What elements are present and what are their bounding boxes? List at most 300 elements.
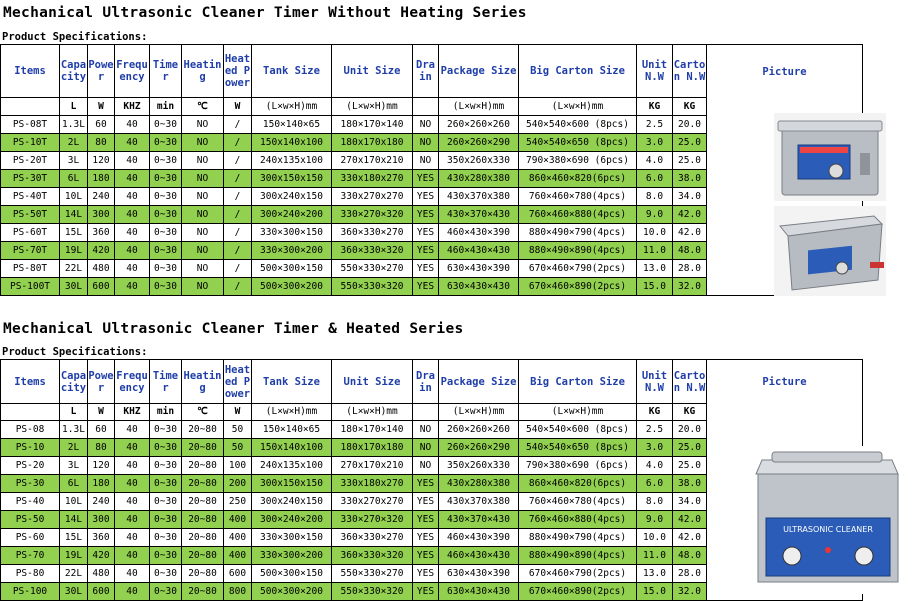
unit-timer: min (150, 98, 182, 116)
unit-unit-size: (L×w×H)mm (332, 98, 413, 116)
cell-heating: NO (182, 224, 224, 242)
cell-heated-power: 400 (224, 547, 252, 565)
unit-power: W (88, 404, 115, 421)
cell-heating: 20~80 (182, 511, 224, 529)
unit-frequency: KHZ (115, 404, 150, 421)
cell-tank-size: 330×300×150 (252, 529, 332, 547)
cell-timer: 0~30 (150, 529, 182, 547)
cell-frequency: 40 (115, 260, 150, 278)
cell-items: PS-30T (1, 170, 60, 188)
cell-carton-nw: 32.0 (673, 278, 707, 296)
cell-frequency: 40 (115, 242, 150, 260)
cell-package-size: 630×430×430 (439, 583, 519, 601)
cell-timer: 0~30 (150, 511, 182, 529)
cell-carton-size: 880×490×790(4pcs) (519, 529, 637, 547)
unit-carton-nw: KG (673, 404, 707, 421)
cell-unit-nw: 10.0 (637, 529, 673, 547)
cell-heating: NO (182, 116, 224, 134)
cell-heating: 20~80 (182, 421, 224, 439)
cell-carton-nw: 34.0 (673, 493, 707, 511)
cell-items: PS-100T (1, 278, 60, 296)
unit-capacity: L (60, 404, 88, 421)
cell-frequency: 40 (115, 529, 150, 547)
cell-items: PS-08 (1, 421, 60, 439)
cell-tank-size: 330×300×200 (252, 242, 332, 260)
cell-capacity: 19L (60, 242, 88, 260)
cell-capacity: 15L (60, 224, 88, 242)
cell-unit-nw: 13.0 (637, 260, 673, 278)
cell-items: PS-60 (1, 529, 60, 547)
header-unit-nw: Unit N.W (637, 360, 673, 404)
cell-power: 300 (88, 511, 115, 529)
cell-unit-nw: 2.5 (637, 116, 673, 134)
header-power: Power (88, 45, 115, 98)
cell-timer: 0~30 (150, 457, 182, 475)
cell-heated-power: / (224, 134, 252, 152)
cell-heating: 20~80 (182, 583, 224, 601)
cell-heating: 20~80 (182, 457, 224, 475)
cell-power: 120 (88, 152, 115, 170)
cell-drain: YES (413, 242, 439, 260)
cell-unit-size: 360×330×270 (332, 529, 413, 547)
header-items: Items (1, 360, 60, 404)
cell-heated-power: / (224, 116, 252, 134)
header-frequency: Frequency (115, 45, 150, 98)
cell-frequency: 40 (115, 421, 150, 439)
cell-unit-size: 360×330×320 (332, 242, 413, 260)
cell-heating: NO (182, 134, 224, 152)
unit-carton-size: (L×w×H)mm (519, 404, 637, 421)
header-capacity: Capacity (60, 360, 88, 404)
header-heating: Heating (182, 360, 224, 404)
cell-unit-size: 180×170×140 (332, 116, 413, 134)
cell-unit-nw: 8.0 (637, 493, 673, 511)
cell-frequency: 40 (115, 152, 150, 170)
spec-label-no-heating: Product Specifications: (2, 31, 148, 43)
cell-timer: 0~30 (150, 170, 182, 188)
cell-frequency: 40 (115, 547, 150, 565)
cell-drain: YES (413, 565, 439, 583)
cell-capacity: 15L (60, 529, 88, 547)
cell-timer: 0~30 (150, 439, 182, 457)
spec-table-heated (0, 359, 863, 601)
cell-timer: 0~30 (150, 583, 182, 601)
cell-timer: 0~30 (150, 493, 182, 511)
cell-heated-power: / (224, 152, 252, 170)
cell-items: PS-80T (1, 260, 60, 278)
cell-capacity: 22L (60, 565, 88, 583)
cell-tank-size: 300×240×200 (252, 206, 332, 224)
cell-frequency: 40 (115, 511, 150, 529)
cell-items: PS-50 (1, 511, 60, 529)
cell-carton-nw: 42.0 (673, 224, 707, 242)
header-picture: Picture (762, 65, 807, 78)
cell-timer: 0~30 (150, 116, 182, 134)
unit-items (1, 98, 60, 116)
cell-package-size: 630×430×390 (439, 565, 519, 583)
header-unit-nw: Unit N.W (637, 45, 673, 98)
cell-drain: NO (413, 152, 439, 170)
cell-heated-power: / (224, 242, 252, 260)
cell-capacity: 2L (60, 134, 88, 152)
unit-heating: ℃ (182, 404, 224, 421)
cell-package-size: 430x280x380 (439, 170, 519, 188)
cell-frequency: 40 (115, 224, 150, 242)
cell-package-size: 350x260x330 (439, 457, 519, 475)
cell-heated-power: 200 (224, 475, 252, 493)
header-carton-nw: Carton N.W (673, 45, 707, 98)
cell-power: 120 (88, 457, 115, 475)
cell-drain: YES (413, 493, 439, 511)
cell-power: 80 (88, 134, 115, 152)
header-carton-size: Big Carton Size (519, 45, 637, 98)
cell-tank-size: 150×140×65 (252, 116, 332, 134)
cell-package-size: 260×260×290 (439, 439, 519, 457)
cell-package-size: 430×370×430 (439, 511, 519, 529)
cell-drain: YES (413, 547, 439, 565)
cell-power: 360 (88, 224, 115, 242)
unit-carton-size: (L×w×H)mm (519, 98, 637, 116)
cell-unit-nw: 2.5 (637, 421, 673, 439)
cell-capacity: 1.3L (60, 421, 88, 439)
cell-drain: NO (413, 421, 439, 439)
cell-carton-size: 880×490×890(4pcs) (519, 547, 637, 565)
cell-heated-power: 800 (224, 583, 252, 601)
cell-carton-nw: 48.0 (673, 242, 707, 260)
cell-carton-nw: 42.0 (673, 511, 707, 529)
unit-items (1, 404, 60, 421)
cell-unit-nw: 11.0 (637, 547, 673, 565)
cell-unit-nw: 15.0 (637, 278, 673, 296)
unit-unit-size: (L×w×H)mm (332, 404, 413, 421)
cell-heating: NO (182, 170, 224, 188)
cell-tank-size: 330×300×150 (252, 224, 332, 242)
header-heated-power: Heated Power (224, 360, 252, 404)
cell-heating: NO (182, 206, 224, 224)
unit-power: W (88, 98, 115, 116)
cell-heating: 20~80 (182, 547, 224, 565)
cell-capacity: 14L (60, 511, 88, 529)
cell-frequency: 40 (115, 278, 150, 296)
cell-package-size: 260×260×260 (439, 116, 519, 134)
cell-heating: NO (182, 188, 224, 206)
cell-power: 240 (88, 493, 115, 511)
unit-package-size: (L×w×H)mm (439, 98, 519, 116)
section-title-no-heating: Mechanical Ultrasonic Cleaner Timer Without Heating Series (3, 5, 527, 21)
cell-carton-nw: 32.0 (673, 583, 707, 601)
cell-capacity: 14L (60, 206, 88, 224)
cell-carton-size: 540×540×650 (8pcs) (519, 439, 637, 457)
cell-carton-size: 760×460×880(4pcs) (519, 511, 637, 529)
cell-timer: 0~30 (150, 565, 182, 583)
cell-unit-nw: 4.0 (637, 457, 673, 475)
cell-items: PS-40T (1, 188, 60, 206)
cell-carton-size: 880×490×790(4pcs) (519, 224, 637, 242)
cell-frequency: 40 (115, 170, 150, 188)
cell-carton-size: 760×460×780(4pcs) (519, 493, 637, 511)
cell-unit-size: 270x170x210 (332, 152, 413, 170)
cell-package-size: 260×260×260 (439, 421, 519, 439)
cell-heated-power: / (224, 260, 252, 278)
cell-heated-power: / (224, 278, 252, 296)
cell-capacity: 3L (60, 457, 88, 475)
unit-frequency: KHZ (115, 98, 150, 116)
cell-unit-nw: 3.0 (637, 134, 673, 152)
cell-unit-nw: 6.0 (637, 475, 673, 493)
header-frequency: Frequency (115, 360, 150, 404)
cell-items: PS-70T (1, 242, 60, 260)
cell-items: PS-80 (1, 565, 60, 583)
cell-package-size: 630×430×390 (439, 260, 519, 278)
cell-package-size: 350x260x330 (439, 152, 519, 170)
cell-heating: 20~80 (182, 439, 224, 457)
cell-heating: 20~80 (182, 565, 224, 583)
cell-frequency: 40 (115, 116, 150, 134)
header-tank-size: Tank Size (252, 360, 332, 404)
cell-carton-nw: 38.0 (673, 170, 707, 188)
cell-heating: NO (182, 278, 224, 296)
cell-tank-size: 150×140×65 (252, 421, 332, 439)
cell-drain: NO (413, 439, 439, 457)
cell-timer: 0~30 (150, 188, 182, 206)
cell-tank-size: 500×300×200 (252, 278, 332, 296)
cell-unit-nw: 15.0 (637, 583, 673, 601)
unit-heating: ℃ (182, 98, 224, 116)
cell-unit-size: 270x170x210 (332, 457, 413, 475)
cell-items: PS-70 (1, 547, 60, 565)
header-unit-size: Unit Size (332, 45, 413, 98)
cell-power: 60 (88, 421, 115, 439)
header-items: Items (1, 45, 60, 98)
cell-capacity: 22L (60, 260, 88, 278)
cell-unit-size: 550×330×320 (332, 278, 413, 296)
cell-capacity: 19L (60, 547, 88, 565)
cell-frequency: 40 (115, 493, 150, 511)
cell-carton-size: 860×460×820(6pcs) (519, 170, 637, 188)
cell-heated-power: 250 (224, 493, 252, 511)
cell-capacity: 1.3L (60, 116, 88, 134)
cell-heated-power: / (224, 188, 252, 206)
cell-package-size: 430×370×430 (439, 206, 519, 224)
cell-heating: 20~80 (182, 493, 224, 511)
cell-carton-size: 760×460×880(4pcs) (519, 206, 637, 224)
unit-unit-nw: KG (637, 404, 673, 421)
cell-frequency: 40 (115, 188, 150, 206)
cell-unit-nw: 10.0 (637, 224, 673, 242)
cell-drain: YES (413, 278, 439, 296)
cell-drain: NO (413, 457, 439, 475)
cell-frequency: 40 (115, 475, 150, 493)
cell-frequency: 40 (115, 583, 150, 601)
cell-tank-size: 500×300×150 (252, 260, 332, 278)
cell-drain: YES (413, 511, 439, 529)
cell-unit-size: 330x180x270 (332, 475, 413, 493)
cell-carton-nw: 25.0 (673, 152, 707, 170)
cell-unit-size: 180x170x180 (332, 134, 413, 152)
cell-heated-power: 100 (224, 457, 252, 475)
header-capacity: Capacity (60, 45, 88, 98)
cell-carton-nw: 28.0 (673, 260, 707, 278)
cell-carton-size: 670×460×890(2pcs) (519, 583, 637, 601)
cell-power: 600 (88, 583, 115, 601)
cell-frequency: 40 (115, 565, 150, 583)
cell-heated-power: 400 (224, 529, 252, 547)
cell-items: PS-20 (1, 457, 60, 475)
cell-package-size: 460×430×430 (439, 242, 519, 260)
cell-unit-size: 330x270x270 (332, 188, 413, 206)
cell-heated-power: / (224, 206, 252, 224)
header-unit-size: Unit Size (332, 360, 413, 404)
header-drain: Drain (413, 360, 439, 404)
cell-heated-power: / (224, 170, 252, 188)
cell-carton-size: 880×490×890(4pcs) (519, 242, 637, 260)
cell-power: 240 (88, 188, 115, 206)
cell-drain: NO (413, 116, 439, 134)
cell-unit-size: 550×330×270 (332, 260, 413, 278)
cell-timer: 0~30 (150, 421, 182, 439)
unit-carton-nw: KG (673, 98, 707, 116)
cell-drain: NO (413, 134, 439, 152)
cell-frequency: 40 (115, 206, 150, 224)
header-picture: Picture (762, 376, 807, 388)
cell-carton-nw: 42.0 (673, 206, 707, 224)
cell-drain: YES (413, 170, 439, 188)
cell-power: 300 (88, 206, 115, 224)
unit-drain (413, 98, 439, 116)
cell-heated-power: / (224, 224, 252, 242)
cell-unit-nw: 9.0 (637, 206, 673, 224)
cell-unit-size: 550×330×320 (332, 583, 413, 601)
cell-capacity: 2L (60, 439, 88, 457)
cell-tank-size: 150x140x100 (252, 134, 332, 152)
cell-package-size: 460×430×390 (439, 224, 519, 242)
section-title-heated: Mechanical Ultrasonic Cleaner Timer & Heated Series (3, 321, 464, 337)
unit-tank-size: (L×w×H)mm (252, 404, 332, 421)
cell-capacity: 10L (60, 188, 88, 206)
cell-carton-nw: 20.0 (673, 116, 707, 134)
cell-carton-size: 860×460×820(6pcs) (519, 475, 637, 493)
cell-items: PS-10T (1, 134, 60, 152)
cell-unit-nw: 9.0 (637, 511, 673, 529)
cell-unit-size: 360×330×320 (332, 547, 413, 565)
cell-unit-size: 330×270×320 (332, 206, 413, 224)
cell-items: PS-60T (1, 224, 60, 242)
header-timer: Timer (150, 45, 182, 98)
cell-drain: YES (413, 224, 439, 242)
cell-heating: NO (182, 152, 224, 170)
header-package-size: Package Size (439, 45, 519, 98)
cell-tank-size: 300x150x150 (252, 475, 332, 493)
cell-package-size: 460×430×390 (439, 529, 519, 547)
cell-timer: 0~30 (150, 134, 182, 152)
cell-unit-size: 360×330×270 (332, 224, 413, 242)
cell-capacity: 6L (60, 170, 88, 188)
cell-tank-size: 300×240×200 (252, 511, 332, 529)
cell-carton-size: 760×460×780(4pcs) (519, 188, 637, 206)
cell-tank-size: 240x135x100 (252, 152, 332, 170)
cell-unit-size: 180x170x180 (332, 439, 413, 457)
cell-power: 480 (88, 260, 115, 278)
cell-tank-size: 300x240x150 (252, 188, 332, 206)
cell-power: 180 (88, 170, 115, 188)
cell-carton-nw: 20.0 (673, 421, 707, 439)
cell-carton-nw: 34.0 (673, 188, 707, 206)
cell-power: 60 (88, 116, 115, 134)
cell-timer: 0~30 (150, 224, 182, 242)
cell-timer: 0~30 (150, 206, 182, 224)
product-image-small-cleaner (774, 113, 886, 201)
cell-tank-size: 500×300×150 (252, 565, 332, 583)
cell-heating: 20~80 (182, 475, 224, 493)
cell-unit-nw: 3.0 (637, 439, 673, 457)
cell-power: 600 (88, 278, 115, 296)
cell-power: 80 (88, 439, 115, 457)
unit-drain (413, 404, 439, 421)
header-heated-power: Heated Power (224, 45, 252, 98)
cell-capacity: 3L (60, 152, 88, 170)
cell-carton-size: 790×380×690 (6pcs) (519, 457, 637, 475)
header-package-size: Package Size (439, 360, 519, 404)
header-carton-size: Big Carton Size (519, 360, 637, 404)
cell-tank-size: 300x150x150 (252, 170, 332, 188)
cell-unit-size: 180×170×140 (332, 421, 413, 439)
cell-carton-nw: 42.0 (673, 529, 707, 547)
cell-items: PS-08T (1, 116, 60, 134)
cell-carton-nw: 25.0 (673, 439, 707, 457)
cell-package-size: 630×430×430 (439, 278, 519, 296)
cell-drain: YES (413, 188, 439, 206)
header-timer: Timer (150, 360, 182, 404)
header-power: Power (88, 360, 115, 404)
cell-capacity: 10L (60, 493, 88, 511)
cell-power: 420 (88, 242, 115, 260)
cell-timer: 0~30 (150, 475, 182, 493)
unit-tank-size: (L×w×H)mm (252, 98, 332, 116)
cell-capacity: 6L (60, 475, 88, 493)
product-image-medium-cleaner (774, 206, 886, 296)
cell-unit-nw: 4.0 (637, 152, 673, 170)
cell-items: PS-40 (1, 493, 60, 511)
cell-heating: NO (182, 242, 224, 260)
cell-tank-size: 240x135x100 (252, 457, 332, 475)
header-carton-nw: Carton N.W (673, 360, 707, 404)
cell-carton-nw: 38.0 (673, 475, 707, 493)
cell-capacity: 30L (60, 278, 88, 296)
cell-package-size: 430x370x380 (439, 188, 519, 206)
cell-frequency: 40 (115, 439, 150, 457)
cell-unit-nw: 11.0 (637, 242, 673, 260)
cell-tank-size: 330×300×200 (252, 547, 332, 565)
cell-unit-nw: 8.0 (637, 188, 673, 206)
cell-power: 360 (88, 529, 115, 547)
cell-items: PS-100 (1, 583, 60, 601)
cell-package-size: 260×260×290 (439, 134, 519, 152)
cell-timer: 0~30 (150, 547, 182, 565)
cell-carton-size: 540×540×650 (8pcs) (519, 134, 637, 152)
unit-heated-power: W (224, 404, 252, 421)
device-label: ULTRASONIC CLEANER (783, 525, 873, 534)
cell-package-size: 430x280x380 (439, 475, 519, 493)
header-drain: Drain (413, 45, 439, 98)
cell-carton-size: 670×460×790(2pcs) (519, 260, 637, 278)
cell-carton-size: 540×540×600 (8pcs) (519, 421, 637, 439)
cell-tank-size: 150x140x100 (252, 439, 332, 457)
cell-carton-nw: 48.0 (673, 547, 707, 565)
cell-drain: YES (413, 206, 439, 224)
unit-heated-power: W (224, 98, 252, 116)
cell-carton-nw: 28.0 (673, 565, 707, 583)
cell-heating: NO (182, 260, 224, 278)
